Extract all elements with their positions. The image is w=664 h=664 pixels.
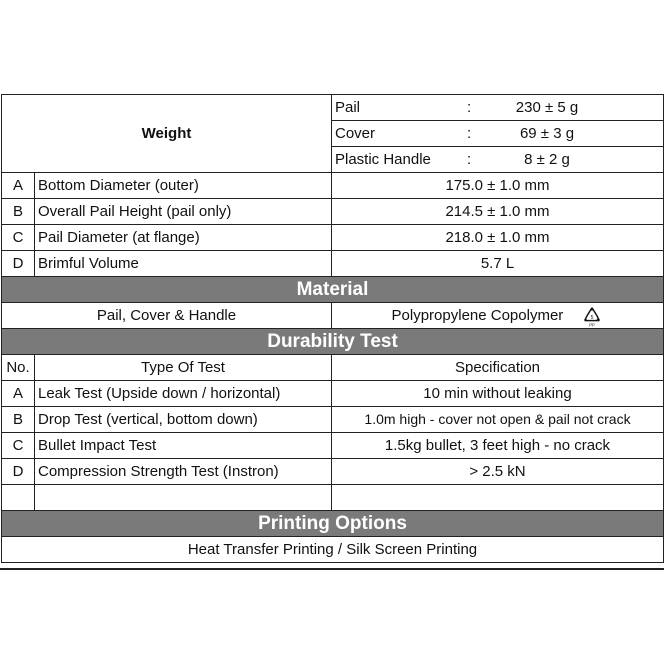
weight-sep: :: [467, 125, 472, 142]
weight-name: Plastic Handle: [335, 151, 431, 168]
weight-label: Weight: [2, 95, 332, 173]
row-id: C: [2, 225, 35, 251]
test-spec: 1.5kg bullet, 3 feet high - no crack: [332, 433, 664, 459]
weight-cell-cover: [332, 121, 664, 147]
spec-table: [1, 94, 664, 563]
printing-value: Heat Transfer Printing / Silk Screen Printing: [2, 537, 664, 563]
empty-cell: [2, 485, 35, 511]
svg-text:PP: PP: [589, 322, 596, 328]
material-row: [2, 303, 664, 329]
dimension-row: [2, 251, 664, 277]
row-id: B: [2, 199, 35, 225]
spec-sheet: [1, 94, 663, 563]
durability-row: [2, 381, 664, 407]
test-spec: 10 min without leaking: [332, 381, 664, 407]
dimension-label: Brimful Volume: [35, 251, 332, 277]
weight-cell-handle: [332, 147, 664, 173]
weight-name: Pail: [335, 99, 361, 116]
test-type: Drop Test (vertical, bottom down): [35, 407, 332, 433]
durability-row-empty: [2, 485, 664, 511]
dimension-row: [2, 173, 664, 199]
col-header-type: Type Of Test: [35, 355, 332, 381]
test-type: Bullet Impact Test: [35, 433, 332, 459]
weight-value: 69 ± 3 g: [519, 125, 575, 142]
durability-row: [2, 407, 664, 433]
row-id: D: [2, 459, 35, 485]
weight-value: 8 ± 2 g: [524, 151, 570, 168]
printing-header-row: [2, 511, 664, 537]
dimension-row: [2, 225, 664, 251]
weight-name: Cover: [335, 125, 376, 142]
printing-title: Printing Options: [2, 511, 664, 537]
empty-cell: [35, 485, 332, 511]
empty-cell: [332, 485, 664, 511]
test-type: Compression Strength Test (Instron): [35, 459, 332, 485]
durability-column-headers: [2, 355, 664, 381]
dimension-value: 175.0 ± 1.0 mm: [332, 173, 664, 199]
dimension-value: 218.0 ± 1.0 mm: [332, 225, 664, 251]
bottom-rule: [0, 568, 664, 570]
recycle-pp-icon: [581, 305, 603, 327]
dimension-row: [2, 199, 664, 225]
row-id: D: [2, 251, 35, 277]
test-spec: > 2.5 kN: [332, 459, 664, 485]
durability-row: [2, 459, 664, 485]
row-id: A: [2, 173, 35, 199]
dimension-label: Bottom Diameter (outer): [35, 173, 332, 199]
col-header-no: No.: [2, 355, 35, 381]
material-header-row: [2, 277, 664, 303]
svg-text:5: 5: [591, 314, 594, 321]
durability-title: Durability Test: [2, 329, 664, 355]
durability-row: [2, 433, 664, 459]
material-value: Polypropylene Copolymer: [391, 307, 564, 324]
weight-sep: :: [467, 151, 472, 168]
material-item: Pail, Cover & Handle: [2, 303, 332, 329]
material-value-cell: [332, 303, 664, 329]
row-id: B: [2, 407, 35, 433]
col-header-spec: Specification: [332, 355, 664, 381]
dimension-value: 214.5 ± 1.0 mm: [332, 199, 664, 225]
dimension-value: 5.7 L: [332, 251, 664, 277]
dimension-label: Overall Pail Height (pail only): [35, 199, 332, 225]
durability-header-row: [2, 329, 664, 355]
weight-row-pail: [2, 95, 664, 121]
weight-cell-pail: [332, 95, 664, 121]
weight-sep: :: [467, 99, 472, 116]
test-spec: 1.0m high - cover not open & pail not crack: [332, 407, 664, 433]
test-type: Leak Test (Upside down / horizontal): [35, 381, 332, 407]
printing-row: [2, 537, 664, 563]
dimension-label: Pail Diameter (at flange): [35, 225, 332, 251]
material-title: Material: [2, 277, 664, 303]
row-id: C: [2, 433, 35, 459]
weight-value: 230 ± 5 g: [515, 99, 579, 116]
row-id: A: [2, 381, 35, 407]
